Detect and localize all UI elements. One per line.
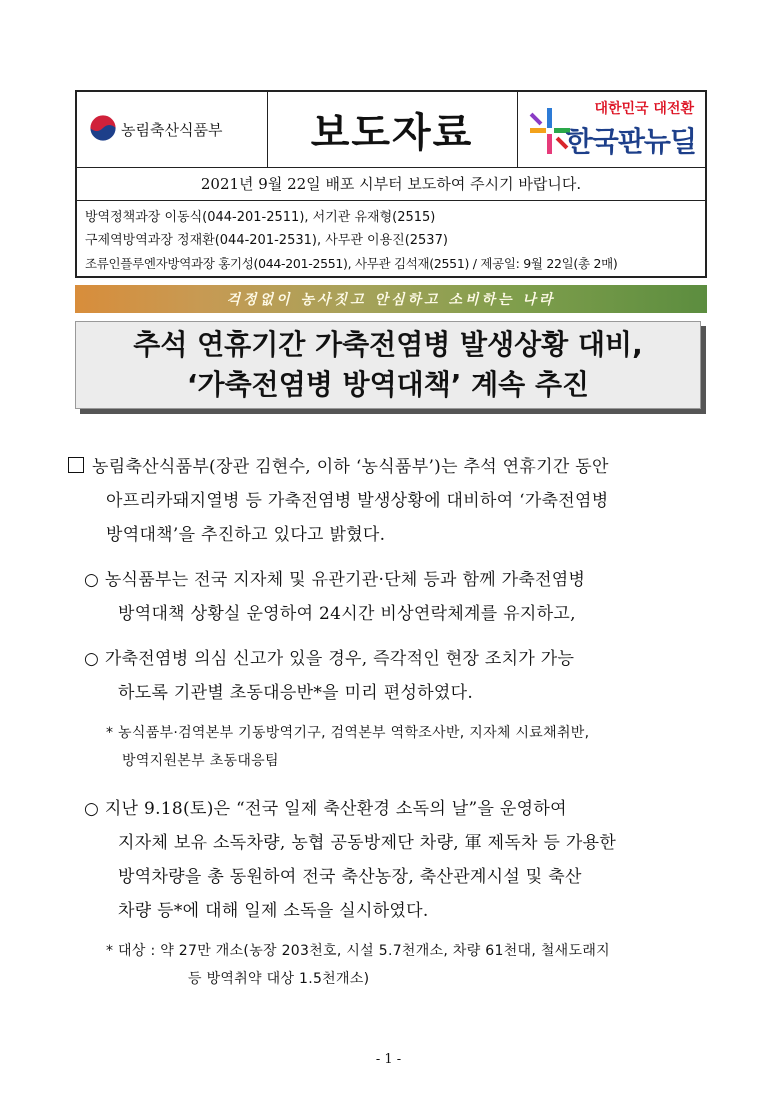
bullet-line: 차량 등*에 대해 일제 소독을 실시하였다. (118, 901, 429, 921)
paragraph-line: 아프리카돼지열병 등 가축전염병 발생상황에 대비하여 ‘가축전염병 (106, 491, 609, 511)
paragraph-line: 방역대책’을 추진하고 있다고 밝혔다. (106, 525, 386, 545)
bullet-line: 방역차량을 총 동원하여 전국 축산농장, 축산관계시설 및 축산 (118, 867, 582, 887)
headline-line: 추석 연휴기간 가축전염병 발생상황 대비, (133, 328, 643, 361)
slogan-banner (75, 285, 707, 313)
contact-line: 방역정책과장 이동식(044-201-2511), 서기관 유재형(2515) (85, 210, 436, 225)
contact-line: 구제역방역과장 정재환(044-201-2531), 사무관 이용진(2537) (85, 233, 448, 248)
bullet-line: ○ 지난 9.18(토)은 “전국 일제 축산환경 소독의 날”을 운영하여 (84, 799, 567, 819)
bullet-line: 하도록 기관별 초동대응반*을 미리 편성하였다. (118, 683, 474, 703)
bullet-line: ○ 농식품부는 전국 지자체 및 유관기관·단체 등과 함께 가축전염병 (84, 570, 586, 590)
slogan-top: 대한민국 대전환 (594, 101, 694, 117)
doc-type-cell (267, 92, 517, 167)
paragraph-line: 농림축산식품부(장관 김현수, 이하 ‘농식품부’)는 추석 연휴기간 동안 (68, 452, 609, 477)
page-number: - 1 - (375, 1052, 402, 1067)
bullet-line: 지자체 보유 소독차량, 농협 공동방제단 차량, 軍 제독차 등 가용한 (118, 833, 617, 853)
embargo-text: 2021년 9월 22일 배포 시부터 보도하여 주시기 바랍니다. (200, 175, 582, 193)
banner-text: 걱정없이 농사짓고 안심하고 소비하는 나라 (226, 292, 556, 308)
contact-list (85, 206, 705, 275)
note-line: * 대상 : 약 27만 개소(농장 203천호, 시설 5.7천개소, 차량 61천대, 철새도래지 (106, 943, 610, 959)
ministry-emblem-icon (89, 114, 117, 142)
headline-box (75, 321, 701, 409)
contact-line: 조류인플루엔자방역과장 홍기성(044-201-2551), 사무관 김석재(2551) / 제공일: 9월 22일(총 2매) (85, 256, 618, 271)
ministry-name: 농림축산식품부 (121, 121, 223, 139)
note-line: 등 방역취약 대상 1.5천개소) (188, 971, 370, 987)
headline-line: ‘가축전염병 방역대책’ 계속 추진 (186, 368, 590, 401)
note-line: * 농식품부·검역본부 기동방역기구, 검역본부 역학조사반, 지자체 시료채취반, (106, 725, 590, 741)
bullet-line: 방역대책 상황실 운영하여 24시간 비상연락체계를 유지하고, (118, 604, 576, 624)
header-top-row (77, 92, 705, 168)
note-line: 방역지원본부 초동대응팀 (122, 753, 279, 769)
ministry-logo-block (77, 92, 268, 167)
press-header (75, 90, 707, 278)
slogan-brand: 한국판뉴딜 (565, 125, 696, 158)
embargo-row (77, 167, 705, 201)
square-bullet-icon (68, 457, 84, 473)
bullet-line: ○ 가축전염병 의심 신고가 있을 경우, 즉각적인 현장 조치가 가능 (84, 649, 575, 669)
doc-type-title: 보도자료 (310, 110, 474, 156)
new-deal-logo-block (517, 92, 706, 167)
